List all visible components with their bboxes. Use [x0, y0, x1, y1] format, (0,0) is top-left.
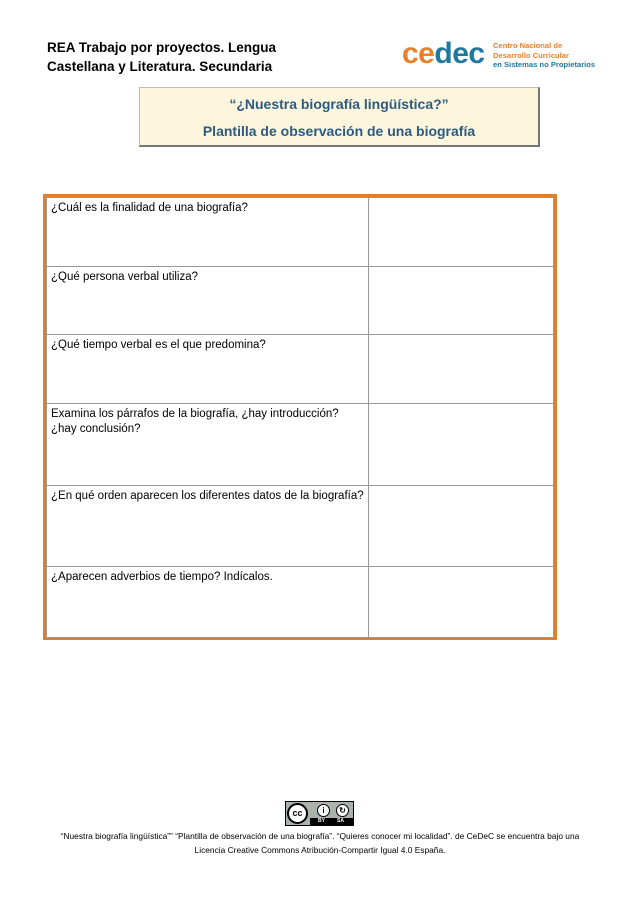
question-cell: ¿Cuál es la finalidad de una biografía? [47, 198, 369, 267]
document-subtitle: Plantilla de observación de una biografía [202, 123, 476, 139]
document-header [47, 38, 347, 76]
table-row [47, 267, 554, 335]
logo-caption [493, 41, 595, 70]
header-line-1: REA Trabajo por proyectos. Lengua [47, 40, 277, 55]
logo-caption-line-2: Desarrollo Curricular [493, 50, 569, 60]
table-row [47, 198, 554, 267]
footer-line-2: Licencia Creative Commons Atribución-Compartir Igual 4.0 España. [194, 845, 446, 855]
question-cell: ¿Qué persona verbal utiliza? [47, 267, 369, 335]
observation-table [43, 194, 557, 640]
logo-wordmark [402, 37, 485, 71]
answer-cell[interactable] [369, 486, 554, 567]
attribution-icon: i [317, 804, 330, 817]
logo-wordmark-part1: ce [402, 37, 435, 70]
license-strip [310, 818, 354, 825]
license-by-label: BY [318, 818, 325, 824]
logo-caption-line-1: Centro Nacional de [493, 41, 563, 50]
question-cell: ¿Qué tiempo verbal es el que predomina? [47, 335, 369, 404]
question-cell: ¿Aparecen adverbios de tiempo? Indícalos. [47, 567, 369, 638]
question-cell: Examina los párrafos de la biografía, ¿hay introducción? ¿hay conclusión? [47, 404, 369, 486]
creative-commons-icon: cc [287, 803, 308, 824]
question-cell: ¿En qué orden aparecen los diferentes datos de la biografía? [47, 486, 369, 567]
footer-line-1: “Nuestra biografía lingüística”” “Plantilla de observación de una biografía”. “Quieres conocer mi localidad”. de CeDeC se encuentra bajo una [60, 831, 580, 841]
title-box [139, 87, 540, 147]
answer-cell[interactable] [369, 404, 554, 486]
header-line-2: Castellana y Literatura. Secundaria [47, 59, 273, 74]
logo-wordmark-part2: dec [434, 37, 485, 70]
share-alike-icon: ↻ [336, 804, 349, 817]
table-row [47, 404, 554, 486]
table-row [47, 335, 554, 404]
cc-license-badge[interactable] [285, 801, 354, 826]
answer-cell[interactable] [369, 198, 554, 267]
license-footer [40, 829, 600, 857]
answer-cell[interactable] [369, 335, 554, 404]
license-icons [312, 804, 354, 818]
cedec-logo [402, 37, 602, 74]
table-row [47, 486, 554, 567]
answer-cell[interactable] [369, 267, 554, 335]
logo-caption-line-3: en Sistemas no Propietarios [493, 60, 596, 69]
license-sa-label: SA [337, 818, 344, 824]
document-title: “¿Nuestra biografía lingüística?” [229, 96, 449, 112]
answer-cell[interactable] [369, 567, 554, 638]
table-row [47, 567, 554, 638]
